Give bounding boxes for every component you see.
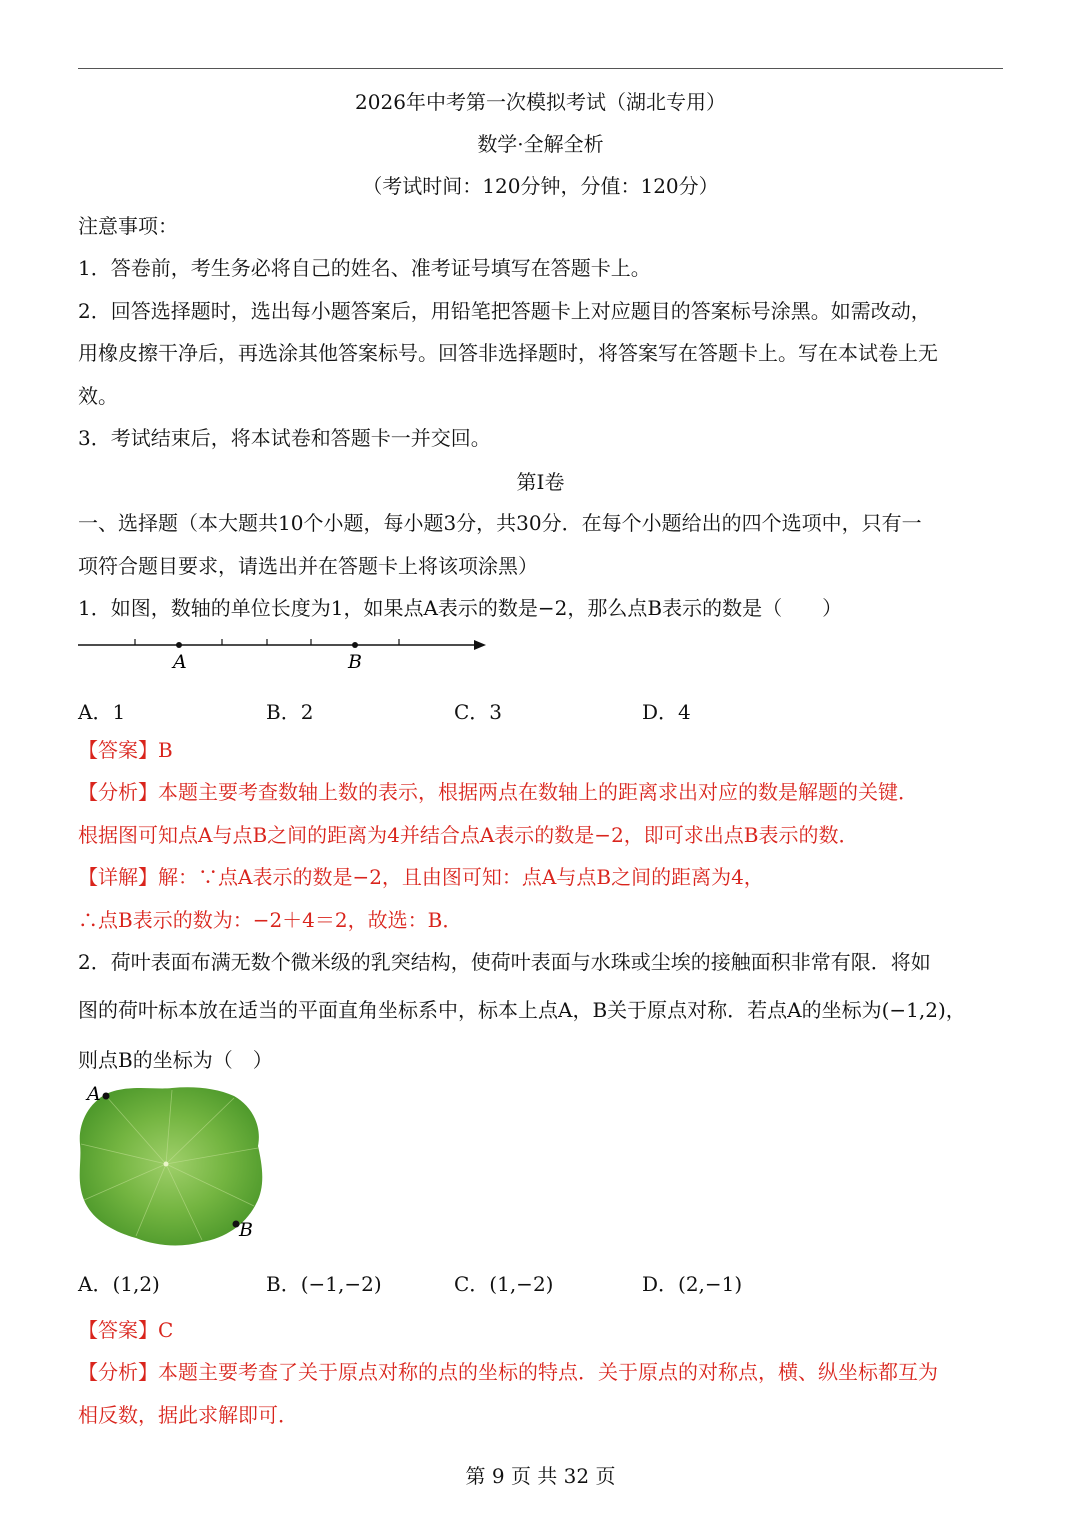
q2-analysis-label: 【分析】 bbox=[78, 1360, 158, 1384]
lotus-leaf-figure bbox=[76, 1082, 266, 1250]
q2-analysis-line-1: 【分析】本题主要考查了关于原点对称的点的坐标的特点．关于原点的对称点，横、纵坐标都互为 bbox=[78, 1360, 938, 1384]
notice-item-1: 1．答卷前，考生务必将自己的姓名、准考证号填写在答题卡上。 bbox=[78, 256, 651, 280]
notice-heading: 注意事项： bbox=[78, 214, 178, 238]
point-a-dot bbox=[103, 1093, 110, 1100]
arrow-icon bbox=[474, 640, 486, 650]
notice-item-3: 3．考试结束后，将本试卷和答题卡一并交回。 bbox=[78, 426, 491, 450]
point-b-label: B bbox=[348, 651, 362, 673]
exam-info: （考试时间：120分钟，分值：120分） bbox=[362, 174, 719, 198]
q1-answer-value: B bbox=[158, 738, 173, 762]
section1-heading-line-1: 一、选择题（本大题共10个小题，每小题3分，共30分．在每个小题给出的四个选项中，只有一 bbox=[78, 511, 922, 535]
section1-heading-line-2: 项符合题目要求，请选出并在答题卡上将该项涂黑） bbox=[78, 554, 538, 578]
exam-subtitle: 数学·全解全析 bbox=[477, 132, 604, 156]
page-number: 第 9 页 共 32 页 bbox=[465, 1464, 616, 1488]
q1-option-a: A．1 bbox=[78, 700, 126, 724]
q2-option-d: D．(2,−1) bbox=[642, 1272, 743, 1296]
q2-stem-line-1: 2．荷叶表面布满无数个微米级的乳突结构，使荷叶表面与水珠或尘埃的接触面积非常有限．将如 bbox=[78, 950, 931, 974]
q2-answer-value: C bbox=[158, 1318, 174, 1342]
q1-option-b: B．2 bbox=[266, 700, 314, 724]
point-b-dot bbox=[352, 642, 358, 648]
number-line-figure bbox=[72, 628, 497, 674]
q1-answer-label: 【答案】 bbox=[78, 738, 158, 762]
q2-option-c: C．(1,−2) bbox=[454, 1272, 554, 1296]
q1-analysis-line-2: 根据图可知点A与点B之间的距离为4并结合点A表示的数是−2，即可求出点B表示的数． bbox=[78, 823, 859, 847]
volume-title: 第Ⅰ卷 bbox=[516, 470, 565, 494]
point-a-label: A bbox=[87, 1083, 101, 1105]
notice-item-2-line-2: 用橡皮擦干净后，再选涂其他答案标号。回答非选择题时，将答案写在答题卡上。写在本试卷上无 bbox=[78, 341, 938, 365]
q2-answer bbox=[78, 1315, 1003, 1345]
q1-analysis-label: 【分析】 bbox=[78, 780, 158, 804]
q2-answer-label: 【答案】 bbox=[78, 1318, 158, 1342]
q1-stem: 1．如图，数轴的单位长度为1，如果点A表示的数是−2，那么点B表示的数是（ ） bbox=[78, 596, 843, 620]
q2-stem-line-3: 则点B的坐标为（ ） bbox=[78, 1048, 273, 1072]
q1-detail-line-2: ∴点B表示的数为：−2＋4＝2，故选：B． bbox=[78, 908, 463, 932]
notice-item-2-line-3: 效。 bbox=[78, 384, 118, 408]
q2-analysis-line-2: 相反数，据此求解即可． bbox=[78, 1403, 298, 1427]
q2-option-a: A．(1,2) bbox=[78, 1272, 160, 1296]
q1-answer bbox=[78, 735, 1003, 765]
point-a-dot bbox=[176, 642, 182, 648]
q2-stem-line-2: 图的荷叶标本放在适当的平面直角坐标系中，标本上点A，B关于原点对称．若点A的坐标为(−1,2)， bbox=[78, 998, 966, 1022]
header-rule bbox=[78, 68, 1003, 69]
q1-option-c: C．3 bbox=[454, 700, 503, 724]
point-b-label: B bbox=[239, 1219, 253, 1241]
q1-detail-label: 【详解】 bbox=[78, 865, 158, 889]
notice-item-2-line-1: 2．回答选择题时，选出每小题答案后，用铅笔把答题卡上对应题目的答案标号涂黑。如需改动， bbox=[78, 299, 931, 323]
exam-title: 2026年中考第一次模拟考试（湖北专用） bbox=[355, 90, 726, 114]
point-a-label: A bbox=[173, 651, 187, 673]
q1-option-d: D．4 bbox=[642, 700, 691, 724]
q1-analysis-line-1: 【分析】本题主要考查数轴上数的表示，根据两点在数轴上的距离求出对应的数是解题的关键． bbox=[78, 780, 918, 804]
q2-option-b: B．(−1,−2) bbox=[266, 1272, 382, 1296]
q1-detail-line-1: 【详解】解：∵点A表示的数是−2，且由图可知：点A与点B之间的距离为4， bbox=[78, 865, 764, 889]
